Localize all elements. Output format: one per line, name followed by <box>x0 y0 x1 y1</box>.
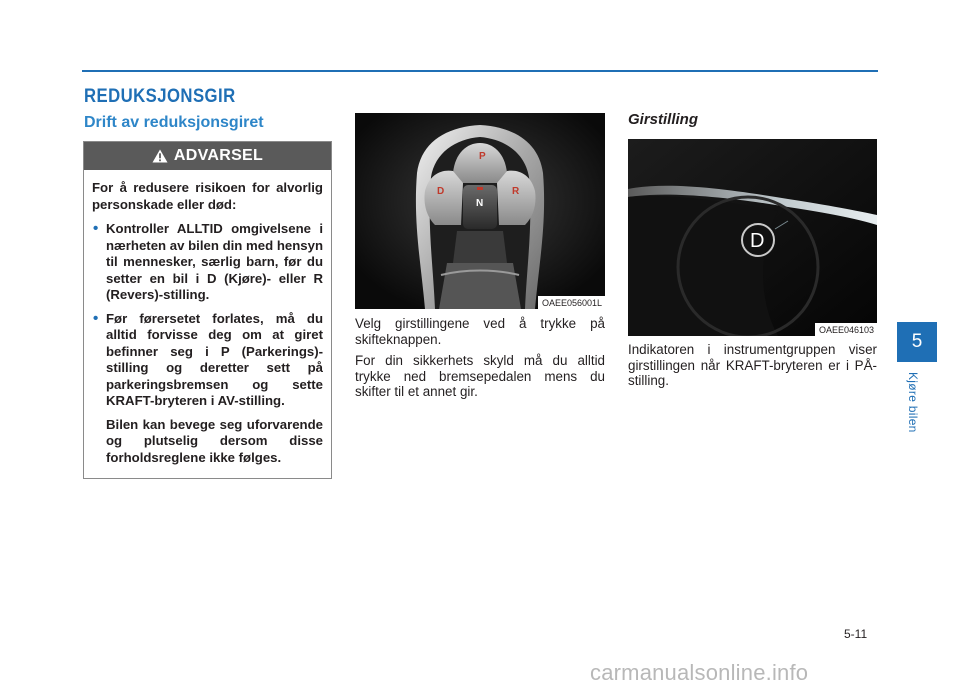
figure-code: OAEE046103 <box>815 323 877 336</box>
instrument-cluster-illustration <box>628 139 877 336</box>
warning-continuation: Bilen kan bevege seg uforvarende og plutselig dersom disse forholdsreglene ikke følges. <box>106 416 323 465</box>
paragraph: Indikatoren i instrumentgruppen viser girstillingen når KRAFT-bryteren er i PÅ-stilling. <box>628 342 877 388</box>
n-label: N <box>476 198 484 209</box>
warning-triangle-icon <box>152 149 168 163</box>
page-number: 5-11 <box>844 627 868 641</box>
warning-box <box>83 141 332 479</box>
shifter-text <box>355 316 605 406</box>
chapter-tab: 5 <box>897 322 937 362</box>
watermark: carmanualsonline.info <box>590 660 809 685</box>
warning-intro: For å redusere risikoen for alvorlig personskade eller død: <box>92 180 323 212</box>
chapter-label: Kjøre bilen <box>906 372 920 433</box>
gear-indicator: D <box>750 230 765 252</box>
warning-header-label: ADVARSEL <box>173 147 264 164</box>
section-title: REDUKSJONSGIR <box>84 86 236 107</box>
figure-code: OAEE056001L <box>538 296 605 309</box>
subheading: Drift av reduksjonsgiret <box>84 114 264 131</box>
gear-text <box>628 342 877 395</box>
p-label: P <box>479 151 486 162</box>
gear-section-title: Girstilling <box>628 111 699 128</box>
r-label: R <box>512 186 520 197</box>
warning-body <box>84 170 331 466</box>
warning-item: • Kontroller ALLTID omgivelsene i nærheten av bilen din med hensyn til mennesker, særlig barn, før du setter en bil i D (Kjøre)- eller R (Revers)-stilling. <box>92 221 323 304</box>
warning-list <box>92 221 323 410</box>
cluster-figure <box>628 139 877 336</box>
top-rule <box>82 70 878 72</box>
shifter-figure <box>355 113 605 309</box>
paragraph: Velg girstillingene ved å trykke på skifteknappen. <box>355 316 605 347</box>
warning-header <box>84 142 331 170</box>
d-label: D <box>437 186 445 197</box>
shift-button-illustration <box>355 113 605 309</box>
warning-item: • Før førersetet forlates, må du alltid forvisse deg om at giret befinner seg i P (Parkerings)-stilling og deretter sett på parkeringsbremsen og sette KRAFT-bryteren i AV-stilling. <box>92 311 323 410</box>
paragraph: For din sikkerhets skyld må du alltid trykke ned bremsepedalen mens du skifter til et annet gir. <box>355 353 605 399</box>
